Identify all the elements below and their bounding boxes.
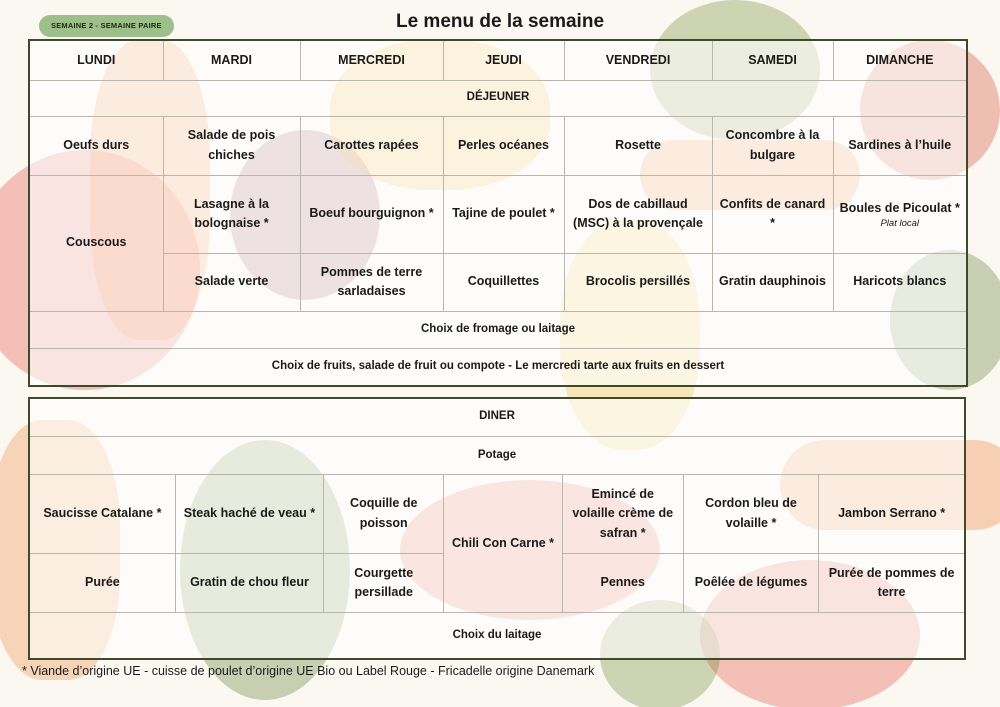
menu-item: Confits de canard * <box>712 175 833 253</box>
menu-item-with-note <box>833 175 967 253</box>
menu-item: Pennes <box>562 553 683 612</box>
day-header: VENDREDI <box>564 40 712 80</box>
menu-item: Concombre à la bulgare <box>712 116 833 175</box>
menu-item: Boules de Picoulat * <box>839 200 960 215</box>
local-dish-note: Plat local <box>880 217 920 229</box>
menu-item: Perles océanes <box>443 116 564 175</box>
dinner-dairy-row: Choix du laitage <box>29 613 965 659</box>
menu-item: Brocolis persillés <box>564 253 712 311</box>
menu-item: Boeuf bourguignon * <box>300 175 443 253</box>
day-header: DIMANCHE <box>833 40 967 80</box>
menu-item: Coquille de poisson <box>324 475 444 554</box>
day-header: JEUDI <box>443 40 564 80</box>
menu-item: Gratin de chou fleur <box>175 553 323 612</box>
dinner-section-label: DINER <box>29 398 965 436</box>
menu-item: Chili Con Carne * <box>444 475 562 613</box>
menu-item: Lasagne à la bolognaise * <box>163 175 300 253</box>
menu-item: Sardines à l’huile <box>833 116 967 175</box>
menu-item: Coquillettes <box>443 253 564 311</box>
menu-item: Pommes de terre sarladaises <box>300 253 443 311</box>
lunch-menu-table <box>28 39 968 387</box>
lunch-section-label: DÉJEUNER <box>29 80 967 116</box>
page-title: Le menu de la semaine <box>395 11 605 32</box>
meat-origin-footnote: * Viande d’origine UE - cuisse de poulet d’origine UE Bio ou Label Rouge - Fricadelle origine Danemark <box>22 664 595 678</box>
dinner-soup-row: Potage <box>29 436 965 474</box>
menu-item: Couscous <box>29 175 163 311</box>
day-header: LUNDI <box>29 40 163 80</box>
menu-item: Courgette persillade <box>324 553 444 612</box>
day-header: MARDI <box>163 40 300 80</box>
menu-item: Carottes rapées <box>300 116 443 175</box>
menu-item: Purée <box>29 553 175 612</box>
menu-item: Purée de pommes de terre <box>819 553 965 612</box>
lunch-main-row <box>29 175 967 253</box>
menu-item: Jambon Serrano * <box>819 475 965 554</box>
menu-item: Steak haché de veau * <box>175 475 323 554</box>
menu-item: Salade verte <box>163 253 300 311</box>
day-header: MERCREDI <box>300 40 443 80</box>
menu-item: Gratin dauphinois <box>712 253 833 311</box>
menu-item: Emincé de volaille crème de safran * <box>562 475 683 554</box>
dinner-main-row <box>29 475 965 554</box>
menu-item: Rosette <box>564 116 712 175</box>
menu-item: Saucisse Catalane * <box>29 475 175 554</box>
day-header-row <box>29 40 967 80</box>
menu-item: Poêlée de légumes <box>683 553 818 612</box>
lunch-side-row <box>29 253 967 311</box>
dinner-menu-table <box>28 397 966 660</box>
day-header: SAMEDI <box>712 40 833 80</box>
menu-item: Oeufs durs <box>29 116 163 175</box>
menu-item: Tajine de poulet * <box>443 175 564 253</box>
week-badge: SEMAINE 2 - SEMAINE PAIRE <box>39 15 174 37</box>
lunch-cheese-row: Choix de fromage ou laitage <box>29 311 967 348</box>
menu-item: Cordon bleu de volaille * <box>683 475 818 554</box>
menu-item: Haricots blancs <box>833 253 967 311</box>
menu-item: Salade de pois chiches <box>163 116 300 175</box>
lunch-dessert-row: Choix de fruits, salade de fruit ou compote - Le mercredi tarte aux fruits en dessert <box>29 348 967 386</box>
lunch-starter-row <box>29 116 967 175</box>
menu-item: Dos de cabillaud (MSC) à la provençale <box>564 175 712 253</box>
